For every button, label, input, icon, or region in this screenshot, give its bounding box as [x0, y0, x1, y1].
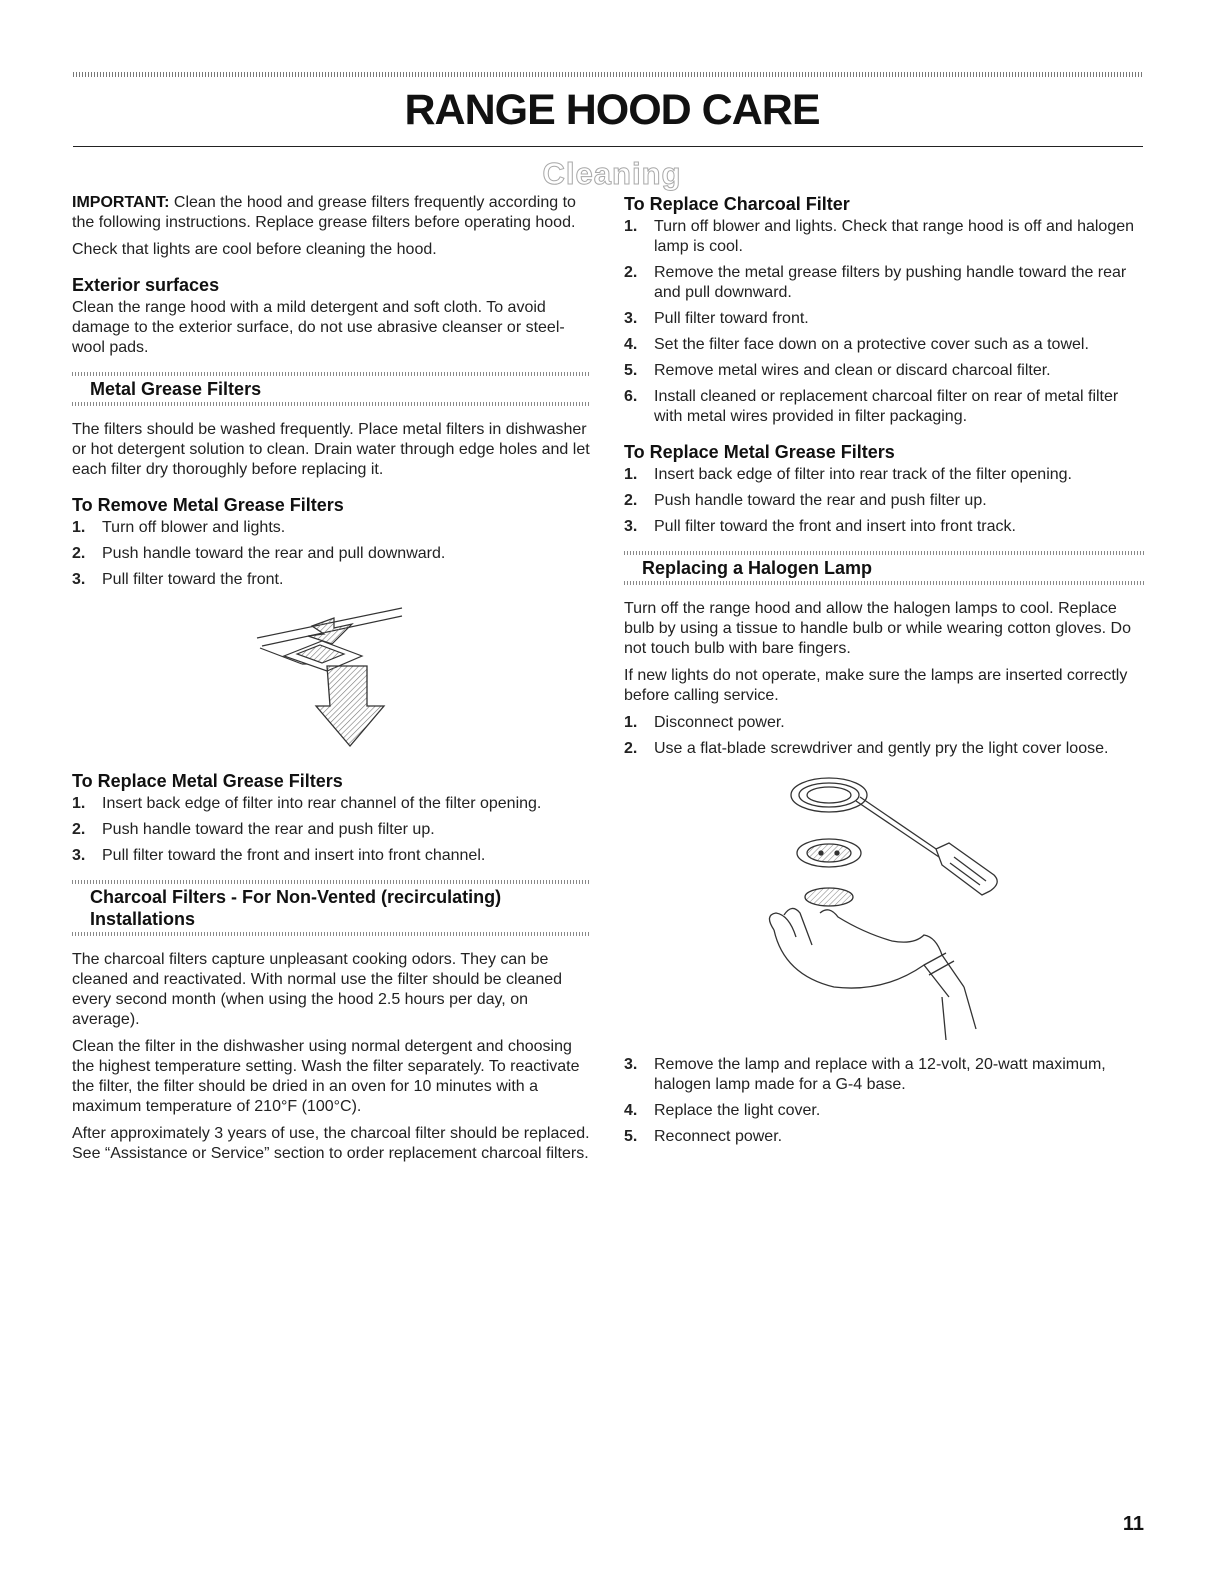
step-number: 1. [624, 218, 638, 235]
metal-filters-paragraph: The filters should be washed frequently. Place metal filters in dishwasher or hot detergent solution to clean. Drain water through edge holes and let each filter dry thoroughly before replacing it. [72, 421, 590, 478]
list-item [72, 846, 590, 866]
list-item [72, 518, 590, 538]
lamp-socket-icon [797, 839, 861, 867]
halogen-bulb-icon [805, 888, 853, 906]
step-number: 1. [624, 466, 638, 483]
halogen-heading: Replacing a Halogen Lamp [642, 558, 873, 578]
step-text: Disconnect power. [654, 714, 785, 731]
halogen-heading-box [624, 551, 1144, 585]
right-column [624, 193, 1144, 1153]
step-number: 2. [72, 821, 86, 838]
step-text: Insert back edge of filter into rear track of the filter opening. [654, 466, 1072, 483]
replace-filters-heading: To Replace Metal Grease Filters [72, 771, 343, 791]
step-number: 3. [624, 518, 638, 535]
step-text: Pull filter toward the front. [102, 571, 284, 588]
list-item [624, 309, 1144, 329]
list-item [72, 794, 590, 814]
charcoal-filters-heading-box [72, 880, 590, 936]
list-item [624, 361, 1144, 381]
remove-filters-heading: To Remove Metal Grease Filters [72, 495, 344, 515]
step-text: Pull filter toward the front and insert into front channel. [102, 847, 486, 864]
step-number: 2. [624, 492, 638, 509]
list-item [72, 570, 590, 590]
list-item [624, 1055, 1144, 1095]
step-text: Push handle toward the rear and push filter up. [102, 821, 435, 838]
charcoal-paragraph-2: Clean the filter in the dishwasher using normal detergent and choosing the highest temperature setting. Wash the filter separately. To reactivate the filter, the filter should be dried in an oven for 10 minutes with a maximum temperature of 210°F (100°C). [72, 1038, 580, 1115]
step-number: 3. [72, 847, 86, 864]
important-label: IMPORTANT: [72, 194, 170, 211]
step-text: Push handle toward the rear and pull downward. [102, 545, 446, 562]
replace-metal-filters-heading: To Replace Metal Grease Filters [624, 442, 895, 462]
list-item [624, 263, 1144, 303]
important-text: Clean the hood and grease filters frequently according to the following instructions. Replace grease filters before operating hood. [72, 194, 576, 231]
charcoal-filters-heading: Charcoal Filters - For Non-Vented (recirculating) Installations [90, 887, 502, 929]
step-number: 5. [624, 1128, 638, 1145]
step-number: 1. [624, 714, 638, 731]
step-text: Replace the light cover. [654, 1102, 821, 1119]
replace-charcoal-heading: To Replace Charcoal Filter [624, 194, 850, 214]
charcoal-paragraph-3: After approximately 3 years of use, the charcoal filter should be replaced. See “Assistance or Service” section to order replacement charcoal filters. [72, 1125, 590, 1162]
step-text: Turn off blower and lights. [102, 519, 286, 536]
step-text: Remove the metal grease filters by pushing handle toward the rear and pull downward. [654, 264, 1127, 301]
replace-charcoal-steps [624, 217, 1144, 427]
exterior-heading: Exterior surfaces [72, 275, 220, 295]
step-number: 2. [624, 740, 638, 757]
step-number: 3. [624, 1056, 638, 1073]
step-text: Pull filter toward the front and insert into front track. [654, 518, 1016, 535]
down-arrow-icon [316, 666, 384, 746]
list-item [624, 387, 1144, 427]
gloved-hand-icon [769, 908, 976, 1040]
charcoal-paragraph-1: The charcoal filters capture unpleasant cooking odors. They can be cleaned and reactivated. With normal use the filter should be cleaned every second month (when using the hood 2.5 hours per day, on average). [72, 951, 563, 1028]
step-number: 2. [72, 545, 86, 562]
list-item [624, 491, 1144, 511]
list-item [624, 217, 1144, 257]
push-arrow-icon [308, 618, 352, 644]
step-number: 6. [624, 388, 638, 405]
step-number: 3. [624, 310, 638, 327]
step-number: 5. [624, 362, 638, 379]
list-item [624, 517, 1144, 537]
exterior-paragraph: Clean the range hood with a mild detergent and soft cloth. To avoid damage to the exterior surface, do not use abrasive cleanser or steel-wool pads. [72, 299, 565, 356]
replace-filters-steps [72, 794, 590, 866]
remove-filters-steps [72, 518, 590, 590]
filter-removal-illustration [72, 596, 590, 756]
halogen-lamp-illustration [624, 765, 1144, 1055]
halogen-paragraph-2: If new lights do not operate, make sure the lamps are inserted correctly before calling service. [624, 667, 1128, 704]
top-hatch-rule [73, 72, 1143, 77]
step-number: 4. [624, 336, 638, 353]
step-number: 2. [624, 264, 638, 281]
list-item [624, 335, 1144, 355]
step-number: 1. [72, 519, 86, 536]
step-text: Turn off blower and lights. Check that range hood is off and halogen lamp is cool. [654, 218, 1135, 255]
step-text: Remove the lamp and replace with a 12-volt, 20-watt maximum, halogen lamp made for a G-4 base. [654, 1056, 1106, 1093]
replace-metal-filters-steps [624, 465, 1144, 537]
section-title: Cleaning [542, 156, 682, 191]
step-number: 4. [624, 1102, 638, 1119]
step-text: Install cleaned or replacement charcoal filter on rear of metal filter with metal wires provided in filter packaging. [654, 388, 1119, 425]
page-title: RANGE HOOD CARE [404, 86, 820, 134]
halogen-steps-b [624, 1055, 1144, 1147]
list-item [72, 820, 590, 840]
list-item [624, 739, 1144, 759]
list-item [624, 465, 1144, 485]
step-text: Push handle toward the rear and push filter up. [654, 492, 987, 509]
title-rule [73, 146, 1143, 147]
halogen-steps-a [624, 713, 1144, 759]
metal-filters-heading: Metal Grease Filters [90, 379, 262, 399]
list-item [624, 1101, 1144, 1121]
check-lights-paragraph: Check that lights are cool before cleaning the hood. [72, 241, 437, 258]
page-number: 11 [1122, 1513, 1144, 1535]
list-item [624, 1127, 1144, 1147]
step-text: Remove metal wires and clean or discard charcoal filter. [654, 362, 1051, 379]
important-paragraph [72, 193, 590, 233]
step-text: Set the filter face down on a protective cover such as a towel. [654, 336, 1089, 353]
list-item [72, 544, 590, 564]
step-text: Reconnect power. [654, 1128, 783, 1145]
screwdriver-icon [856, 797, 997, 895]
step-text: Pull filter toward front. [654, 310, 809, 327]
step-number: 1. [72, 795, 86, 812]
halogen-paragraph-1: Turn off the range hood and allow the halogen lamps to cool. Replace bulb by using a tissue to handle bulb or while wearing cotton gloves. Do not touch bulb with bare fingers. [624, 600, 1131, 657]
step-text: Insert back edge of filter into rear channel of the filter opening. [102, 795, 542, 812]
step-number: 3. [72, 571, 86, 588]
list-item [624, 713, 1144, 733]
step-text: Use a flat-blade screwdriver and gently pry the light cover loose. [654, 740, 1109, 757]
light-cover-icon [791, 778, 867, 812]
metal-filters-heading-box [72, 372, 590, 406]
left-column [72, 193, 590, 1171]
